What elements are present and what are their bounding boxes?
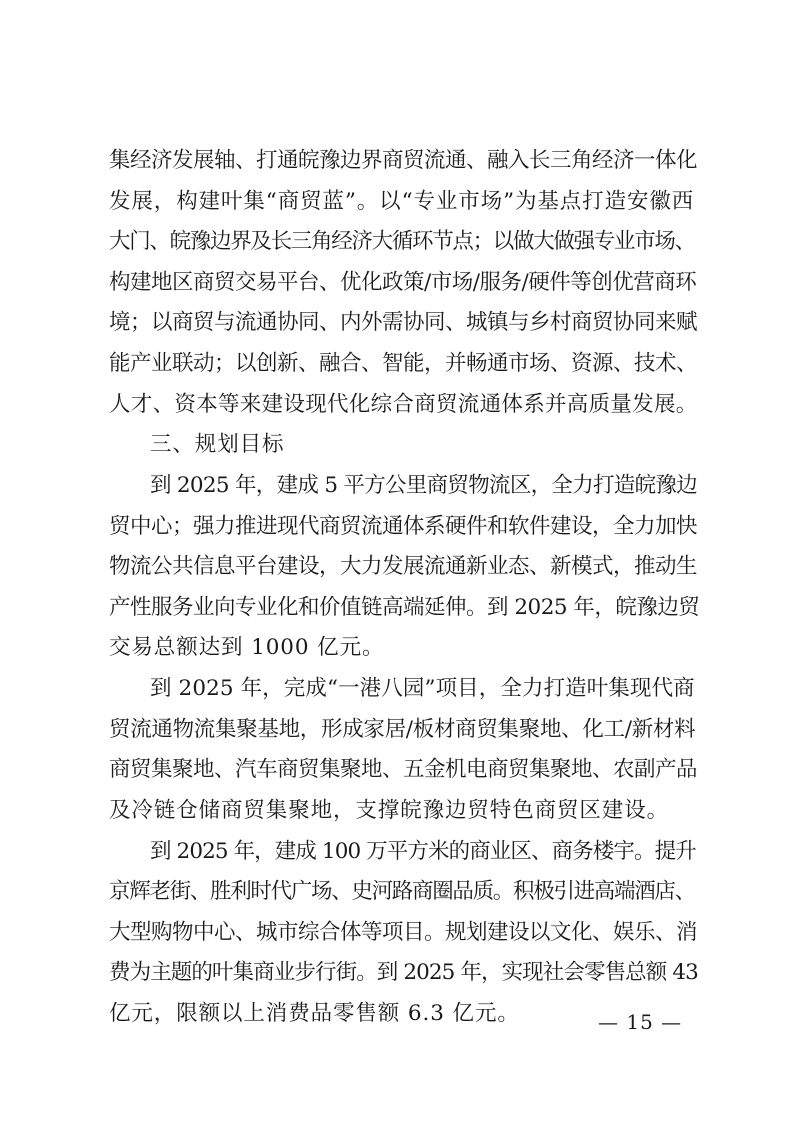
intro-line-2: 发展，构建叶集“商贸蓝”。以“专业市场”为基点打造安徽西 (109, 189, 695, 214)
para3-line-1: 到 2025 年，建成 100 万平方米的商业区、商务楼宇。提升 (150, 839, 696, 864)
para1-line-1: 到 2025 年，建成 5 平方公里商贸物流区，全力打造皖豫边 (150, 473, 698, 498)
para1-line-3: 物流公共信息平台建设，大力发展流通新业态、新模式，推动生 (109, 554, 698, 579)
para3-line-5: 亿元，限额以上消费品零售额 6.3 亿元。 (109, 1001, 520, 1026)
intro-line-6: 能产业联动；以创新、融合、智能，并畅通市场、资源、技术、 (109, 351, 698, 376)
para1-line-5: 交易总额达到 1000 亿元。 (109, 635, 385, 660)
intro-line-4: 构建地区商贸交易平台、优化政策/市场/服务/硬件等创优营商环 (109, 270, 697, 295)
page-number: — 15 — (598, 1010, 683, 1034)
para3-line-3: 大型购物中心、城市综合体等项目。规划建设以文化、娱乐、消 (109, 920, 698, 945)
intro-line-5: 境；以商贸与流通协同、内外需协同、城镇与乡村商贸协同来赋 (109, 310, 698, 335)
intro-line-1: 集经济发展轴、打通皖豫边界商贸流通、融入长三角经济一体化 (109, 148, 698, 173)
para2-line-1: 到 2025 年，完成“一港八园”项目，全力打造叶集现代商 (150, 676, 695, 701)
para1-line-2: 贸中心；强力推进现代商贸流通体系硬件和软件建设，全力加快 (109, 514, 698, 539)
para3-line-4: 费为主题的叶集商业步行街。到 2025 年，实现社会零售总额 43 (109, 960, 698, 985)
para2-line-3: 商贸集聚地、汽车商贸集聚地、五金机电商贸集聚地、农副产品 (109, 757, 698, 782)
para2-line-4: 及冷链仓储商贸集聚地，支撑皖豫边贸特色商贸区建设。 (109, 798, 670, 823)
intro-line-7: 人才、资本等来建设现代化综合商贸流通体系并高质量发展。 (109, 392, 698, 417)
section-heading: 三、规划目标 (150, 432, 285, 457)
para1-line-4: 产性服务业向专业化和价值链高端延伸。到 2025 年，皖豫边贸 (109, 595, 700, 620)
para3-line-2: 京辉老街、胜利时代广场、史河路商圈品质。积极引进高端酒店、 (109, 879, 695, 904)
para2-line-2: 贸流通物流集聚基地，形成家居/板材商贸集聚地、化工/新材料 (109, 717, 696, 742)
intro-line-3: 大门、皖豫边界及长三角经济大循环节点；以做大做强专业市场、 (109, 229, 695, 254)
